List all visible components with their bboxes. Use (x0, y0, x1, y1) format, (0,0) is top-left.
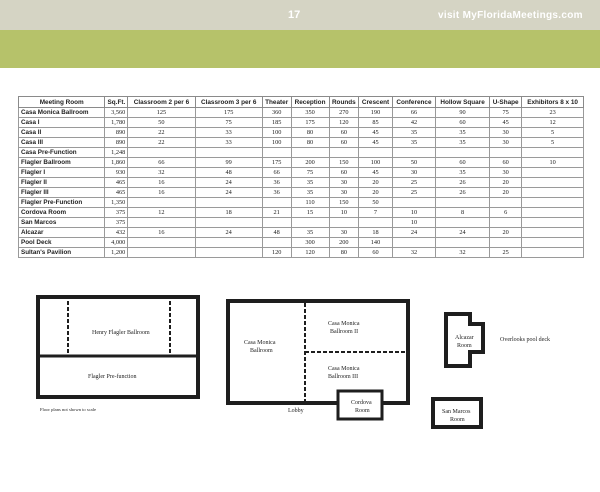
table-cell: 35 (291, 178, 329, 188)
table-cell: 1,200 (105, 248, 128, 258)
flagler-prefunction-label: Flagler Pre-function (88, 374, 137, 380)
casa-monica-3-label-2: Ballroom III (328, 374, 359, 380)
table-cell: 26 (436, 188, 490, 198)
column-header: Meeting Room (19, 97, 105, 108)
table-cell: 100 (359, 158, 393, 168)
table-cell: 150 (329, 158, 359, 168)
table-cell: 3,560 (105, 108, 128, 118)
table-cell: 80 (291, 138, 329, 148)
table-cell: 375 (105, 208, 128, 218)
column-header: Theater (262, 97, 291, 108)
table-cell: 15 (291, 208, 329, 218)
table-cell: 190 (359, 108, 393, 118)
table-cell: 200 (291, 158, 329, 168)
table-cell: 24 (436, 228, 490, 238)
room-name-cell: Casa III (19, 138, 105, 148)
table-cell: 35 (392, 138, 435, 148)
table-cell: 30 (490, 128, 522, 138)
room-name-cell: Flagler I (19, 168, 105, 178)
table-cell: 22 (128, 128, 195, 138)
website-link[interactable]: visit MyFloridaMeetings.com (438, 10, 583, 21)
room-name-cell: Casa Monica Ballroom (19, 108, 105, 118)
table-cell: 12 (522, 118, 584, 128)
table-cell: 100 (262, 138, 291, 148)
table-cell: 120 (262, 248, 291, 258)
casa-monica-label-1: Casa Monica (244, 340, 276, 346)
room-name-cell: Casa Pre-Function (19, 148, 105, 158)
alcazar-plan (446, 314, 550, 366)
table-cell: 18 (195, 208, 262, 218)
table-cell: 432 (105, 228, 128, 238)
table-cell: 7 (359, 208, 393, 218)
table-cell: 48 (195, 168, 262, 178)
table-cell: 12 (128, 208, 195, 218)
table-cell: 30 (329, 188, 359, 198)
column-header: U-Shape (490, 97, 522, 108)
table-cell: 16 (128, 178, 195, 188)
table-cell: 20 (490, 228, 522, 238)
table-cell: 23 (522, 108, 584, 118)
table-cell: 45 (359, 128, 393, 138)
table-cell: 24 (392, 228, 435, 238)
table-cell: 18 (359, 228, 393, 238)
san-marcos-label-1: San Marcos (442, 409, 471, 415)
table-cell: 45 (490, 118, 522, 128)
lobby-label: Lobby (288, 408, 304, 414)
table-cell: 45 (359, 138, 393, 148)
table-cell: 200 (329, 238, 359, 248)
table-cell: 48 (262, 228, 291, 238)
table-cell: 8 (436, 208, 490, 218)
table-cell: 24 (195, 178, 262, 188)
table-cell: 25 (392, 188, 435, 198)
table-cell: 35 (291, 228, 329, 238)
table-cell: 30 (490, 138, 522, 148)
san-marcos-plan (433, 399, 481, 427)
room-name-cell: Pool Deck (19, 238, 105, 248)
casa-monica-2-label-1: Casa Monica (328, 321, 360, 327)
table-cell: 300 (291, 238, 329, 248)
room-name-cell: Flagler Ballroom (19, 158, 105, 168)
table-cell: 30 (392, 168, 435, 178)
column-header: Crescent (359, 97, 393, 108)
table-cell: 66 (392, 108, 435, 118)
room-name-cell: Cordova Room (19, 208, 105, 218)
column-header: Reception (291, 97, 329, 108)
column-header: Hollow Square (436, 97, 490, 108)
table-cell: 50 (128, 118, 195, 128)
table-cell: 75 (490, 108, 522, 118)
table-cell: 16 (128, 188, 195, 198)
table-cell: 150 (329, 198, 359, 208)
table-cell: 1,780 (105, 118, 128, 128)
table-cell: 175 (262, 158, 291, 168)
table-cell: 60 (329, 128, 359, 138)
table-cell: 6 (490, 208, 522, 218)
room-name-cell: Casa II (19, 128, 105, 138)
table-cell: 50 (392, 158, 435, 168)
alcazar-label-1: Alcazar (455, 335, 474, 341)
table-cell: 1,350 (105, 198, 128, 208)
flagler-outline (38, 297, 198, 397)
table-cell: 21 (262, 208, 291, 218)
room-name-cell: Alcazar (19, 228, 105, 238)
table-cell: 36 (262, 188, 291, 198)
table-cell: 5 (522, 138, 584, 148)
table-cell: 85 (359, 118, 393, 128)
table-cell: 60 (436, 118, 490, 128)
table-cell: 5 (522, 128, 584, 138)
column-header: Exhibitors 8 x 10 (522, 97, 584, 108)
table-cell: 90 (436, 108, 490, 118)
table-cell: 30 (490, 168, 522, 178)
table-cell: 33 (195, 138, 262, 148)
table-cell: 110 (291, 198, 329, 208)
table-cell: 360 (262, 108, 291, 118)
table-cell: 80 (291, 128, 329, 138)
table-cell: 42 (392, 118, 435, 128)
casa-monica-2-label-2: Ballroom II (330, 329, 359, 335)
scale-note: Floor plans not shown to scale (40, 407, 97, 412)
table-cell: 16 (128, 228, 195, 238)
table-cell: 140 (359, 238, 393, 248)
table-cell: 120 (291, 248, 329, 258)
column-header: Conference (392, 97, 435, 108)
table-cell: 75 (195, 118, 262, 128)
table-cell: 35 (436, 138, 490, 148)
table-cell: 32 (128, 168, 195, 178)
table-cell: 20 (490, 188, 522, 198)
table-cell: 80 (329, 248, 359, 258)
room-name-cell: Flagler III (19, 188, 105, 198)
column-header: Classroom 2 per 6 (128, 97, 195, 108)
cordova-label-2: Room (355, 408, 370, 414)
table-cell: 66 (128, 158, 195, 168)
room-name-cell: Flagler Pre-Function (19, 198, 105, 208)
table-cell: 1,248 (105, 148, 128, 158)
column-header: Sq.Ft. (105, 97, 128, 108)
table-cell: 36 (262, 178, 291, 188)
table-cell: 10 (329, 208, 359, 218)
table-cell: 32 (436, 248, 490, 258)
henry-flagler-label: Henry Flagler Ballroom (92, 330, 150, 336)
table-cell: 890 (105, 128, 128, 138)
table-cell: 45 (359, 168, 393, 178)
table-cell: 375 (105, 218, 128, 228)
table-cell: 350 (291, 108, 329, 118)
table-cell: 35 (291, 188, 329, 198)
table-cell: 175 (291, 118, 329, 128)
table-cell: 75 (291, 168, 329, 178)
table-cell: 10 (522, 158, 584, 168)
table-cell: 175 (195, 108, 262, 118)
table-cell: 25 (392, 178, 435, 188)
room-name-cell: Casa I (19, 118, 105, 128)
table-cell: 99 (195, 158, 262, 168)
alcazar-label-2: Room (457, 343, 472, 349)
table-cell: 26 (436, 178, 490, 188)
table-cell: 30 (329, 228, 359, 238)
table-cell: 60 (329, 168, 359, 178)
page-number: 17 (288, 9, 301, 21)
table-cell: 100 (262, 128, 291, 138)
flagler-plan (38, 297, 198, 412)
table-cell: 20 (359, 188, 393, 198)
table-cell: 465 (105, 178, 128, 188)
table-cell: 10 (392, 218, 435, 228)
table-cell: 20 (490, 178, 522, 188)
table-cell: 35 (436, 128, 490, 138)
table-cell: 25 (490, 248, 522, 258)
table-cell: 60 (436, 158, 490, 168)
casa-monica-label-2: Ballroom (250, 348, 273, 354)
table-cell: 60 (329, 138, 359, 148)
table-cell: 22 (128, 138, 195, 148)
room-name-cell: Flagler II (19, 178, 105, 188)
table-cell: 1,860 (105, 158, 128, 168)
table-cell: 125 (128, 108, 195, 118)
san-marcos-label-2: Room (450, 417, 465, 423)
table-cell: 465 (105, 188, 128, 198)
table-cell: 930 (105, 168, 128, 178)
cordova-label-1: Cordova (351, 400, 372, 406)
table-cell: 66 (262, 168, 291, 178)
table-cell: 120 (329, 118, 359, 128)
table-cell: 30 (329, 178, 359, 188)
column-header: Rounds (329, 97, 359, 108)
table-cell: 33 (195, 128, 262, 138)
casa-monica-plan (228, 301, 408, 419)
table-cell: 10 (392, 208, 435, 218)
room-name-cell: San Marcos (19, 218, 105, 228)
table-cell: 4,000 (105, 238, 128, 248)
table-cell: 890 (105, 138, 128, 148)
room-name-cell: Sultan's Pavilion (19, 248, 105, 258)
casa-monica-3-label-1: Casa Monica (328, 366, 360, 372)
table-cell: 20 (359, 178, 393, 188)
table-cell: 50 (359, 198, 393, 208)
table-cell: 35 (392, 128, 435, 138)
table-cell: 185 (262, 118, 291, 128)
overlooks-label: Overlooks pool deck (500, 337, 550, 343)
table-cell: 32 (392, 248, 435, 258)
table-cell: 270 (329, 108, 359, 118)
table-cell: 35 (436, 168, 490, 178)
column-header: Classroom 3 per 6 (195, 97, 262, 108)
table-cell: 24 (195, 188, 262, 198)
table-cell: 24 (195, 228, 262, 238)
table-cell: 60 (490, 158, 522, 168)
table-cell: 60 (359, 248, 393, 258)
